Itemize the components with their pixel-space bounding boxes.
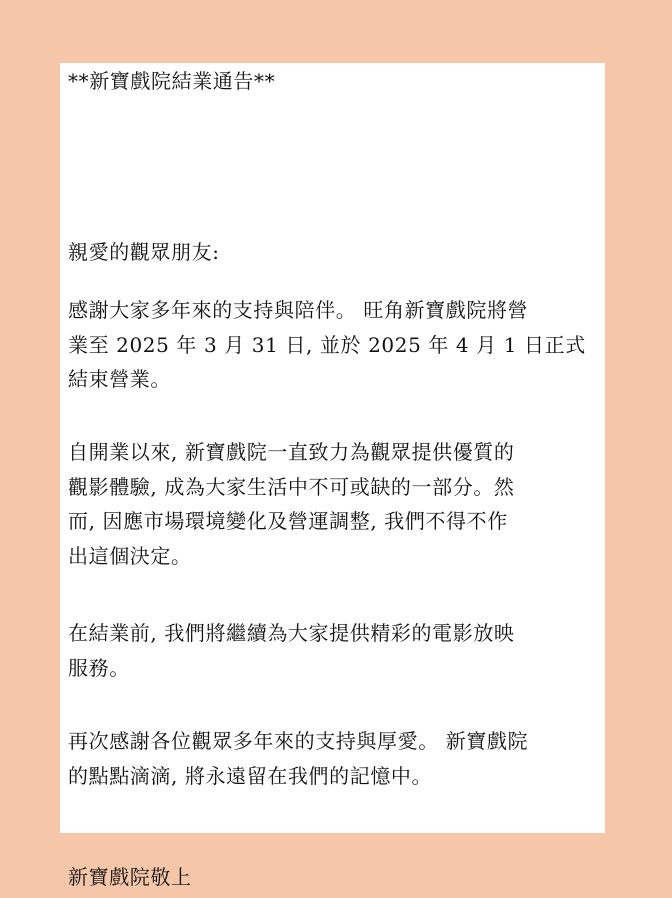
paragraph-line: 在結業前, 我們將繼續為大家提供精彩的電影放映	[68, 621, 515, 645]
paragraph-line: 結束營業。	[68, 367, 171, 391]
paragraph-line: 而, 因應市場環境變化及營運調整, 我們不得不作	[68, 509, 508, 533]
paragraph-line: 出這個決定。	[68, 543, 192, 568]
paragraph-line: 觀影體驗, 成為大家生活中不可或缺的一部分。然	[68, 474, 515, 499]
notice-title: **新寶戲院結業通告**	[68, 69, 276, 93]
notice-signature: 新寶戲院敬上	[68, 865, 192, 889]
notice-paragraph-1	[68, 293, 586, 397]
paragraph-line: 自開業以來, 新寶戲院一直致力為觀眾提供優質的	[68, 440, 515, 464]
paragraph-line: 的點點滴滴, 將永遠留在我們的記憶中。	[68, 763, 433, 788]
notice-card	[60, 63, 605, 889]
notice-paragraph-4	[68, 724, 528, 793]
notice-paragraph-3	[68, 616, 515, 685]
notice-greeting: 親愛的觀眾朋友:	[68, 240, 220, 264]
paragraph-line: 再次感謝各位觀眾多年來的支持與厚愛。 新寶戲院	[68, 729, 529, 753]
paragraph-line: 業至 2025 年 3 月 31 日, 並於 2025 年 4 月 1 日正式	[68, 332, 586, 357]
notice-paragraph-2	[68, 435, 515, 573]
paragraph-line: 感謝大家多年來的支持與陪伴。 旺角新寶戲院將營	[68, 298, 529, 322]
paragraph-line: 服務。	[68, 655, 130, 680]
